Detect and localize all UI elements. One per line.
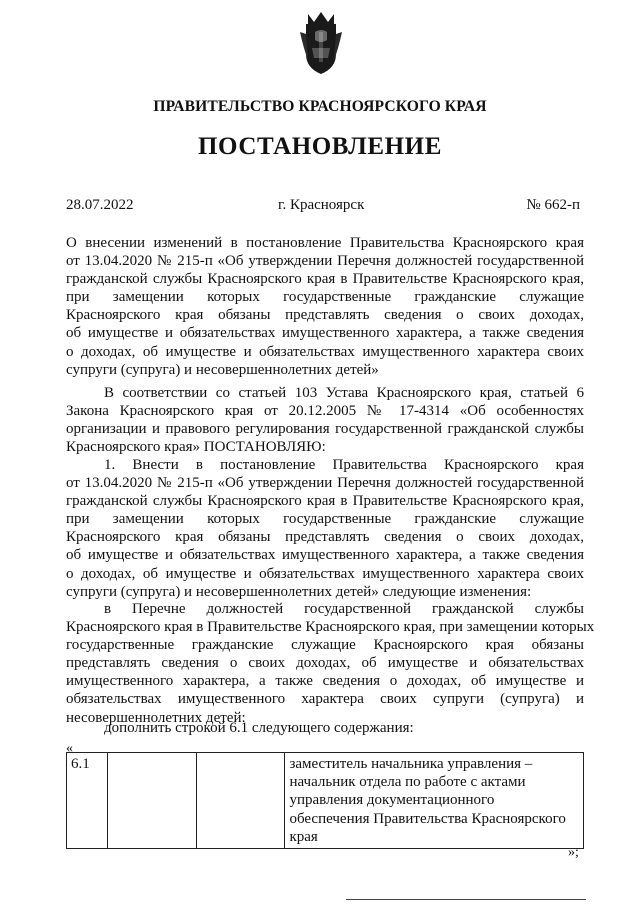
position-line: управления документационного: [289, 792, 495, 809]
item1-line: гражданской службы Красноярского края в Правительстве Красноярского края,: [66, 493, 584, 510]
list-line: обязательствах имущественного характера своих супруги (супруга) и: [66, 691, 584, 708]
title-line: о доходах, об имуществе и обязательствах имущественного характера своих: [66, 343, 584, 360]
item-1-paragraph: [66, 456, 584, 601]
document-type: ПОСТАНОВЛЕНИЕ: [197, 133, 443, 160]
footer-rule: [346, 899, 586, 900]
table-row: [67, 753, 584, 849]
item1-line: о доходах, об имуществе и обязательствах имущественного характера своих: [66, 565, 584, 582]
inserted-row-table: [66, 752, 584, 849]
list-line: несовершеннолетних детей:: [66, 709, 246, 726]
list-line: Красноярского края в Правительстве Красноярского края, при замещении которых: [66, 619, 595, 636]
title-line: от 13.04.2020 № 215-п «Об утверждении Перечня должностей государственной: [66, 253, 584, 270]
item1-line: при замещении которых государственные гражданские служащие: [66, 511, 584, 528]
list-line: государственные гражданские служащие Красноярского края обязаны: [66, 637, 584, 654]
position-line: обеспечения Правительства Красноярского: [289, 810, 566, 827]
title-line: О внесении изменений в постановление Правительства Красноярского края: [66, 235, 584, 251]
title-line: гражданской службы Красноярского края в Правительстве Красноярского края,: [66, 271, 584, 288]
closing-quote: »;: [568, 845, 579, 860]
position-line: начальник отдела по работе с актами: [289, 774, 526, 791]
list-line: представлять сведения о своих доходах, об имуществе и обязательствах: [66, 655, 584, 672]
document-date: 28.07.2022: [66, 197, 134, 213]
item1-line: от 13.04.2020 № 215-п «Об утверждении Перечня должностей государственной: [66, 475, 584, 492]
addition-instruction: дополнить строкой 6.1 следующего содержания:: [104, 720, 414, 736]
position-title-cell: [285, 753, 584, 849]
empty-cell: [107, 753, 196, 849]
document-city: г. Красноярск: [278, 197, 365, 213]
basis-line: В соответствии со статьей 103 Устава Красноярского края, статьей 6: [104, 385, 584, 401]
list-line: в Перечне должностей государственной гражданской службы: [104, 601, 584, 617]
list-line: имущественного характера, а также сведения о доходах, об имуществе и: [66, 673, 584, 690]
list-paragraph: [66, 600, 595, 727]
row-number-cell: 6.1: [67, 753, 108, 849]
title-line: Красноярского края обязаны представлять сведения о своих доходах,: [66, 307, 584, 324]
title-line: при замещении которых государственные гражданские служащие: [66, 289, 584, 306]
position-line: края: [289, 828, 318, 845]
item1-line: 1. Внести в постановление Правительства Красноярского края: [104, 457, 584, 473]
position-line: заместитель начальника управления –: [289, 756, 533, 772]
basis-line: организации и правового регулирования государственной гражданской службы: [66, 421, 584, 438]
basis-paragraph: [66, 384, 584, 456]
coat-of-arms-emblem: [298, 10, 344, 76]
basis-line: Красноярского края» ПОСТАНОВЛЯЮ:: [66, 439, 326, 456]
empty-cell: [196, 753, 285, 849]
item1-line: супруги (супруга) и несовершеннолетних детей» следующие изменения:: [66, 583, 532, 600]
item1-line: об имуществе и обязательствах имущественного характера, а также сведения: [66, 547, 584, 564]
title-line: об имуществе и обязательствах имущественного характера, а также сведения: [66, 325, 584, 342]
item1-line: Красноярского края обязаны представлять сведения о своих доходах,: [66, 529, 584, 546]
opening-quote: «: [66, 741, 73, 756]
title-line: супруги (супруга) и несовершеннолетних детей»: [66, 361, 379, 378]
government-name: ПРАВИТЕЛЬСТВО КРАСНОЯРСКОГО КРАЯ: [153, 98, 487, 115]
basis-line: Закона Красноярского края от 20.12.2005 № 17-4314 «Об особенностях: [66, 403, 584, 420]
document-number: № 662-п: [526, 197, 580, 213]
document-title: [66, 234, 584, 379]
